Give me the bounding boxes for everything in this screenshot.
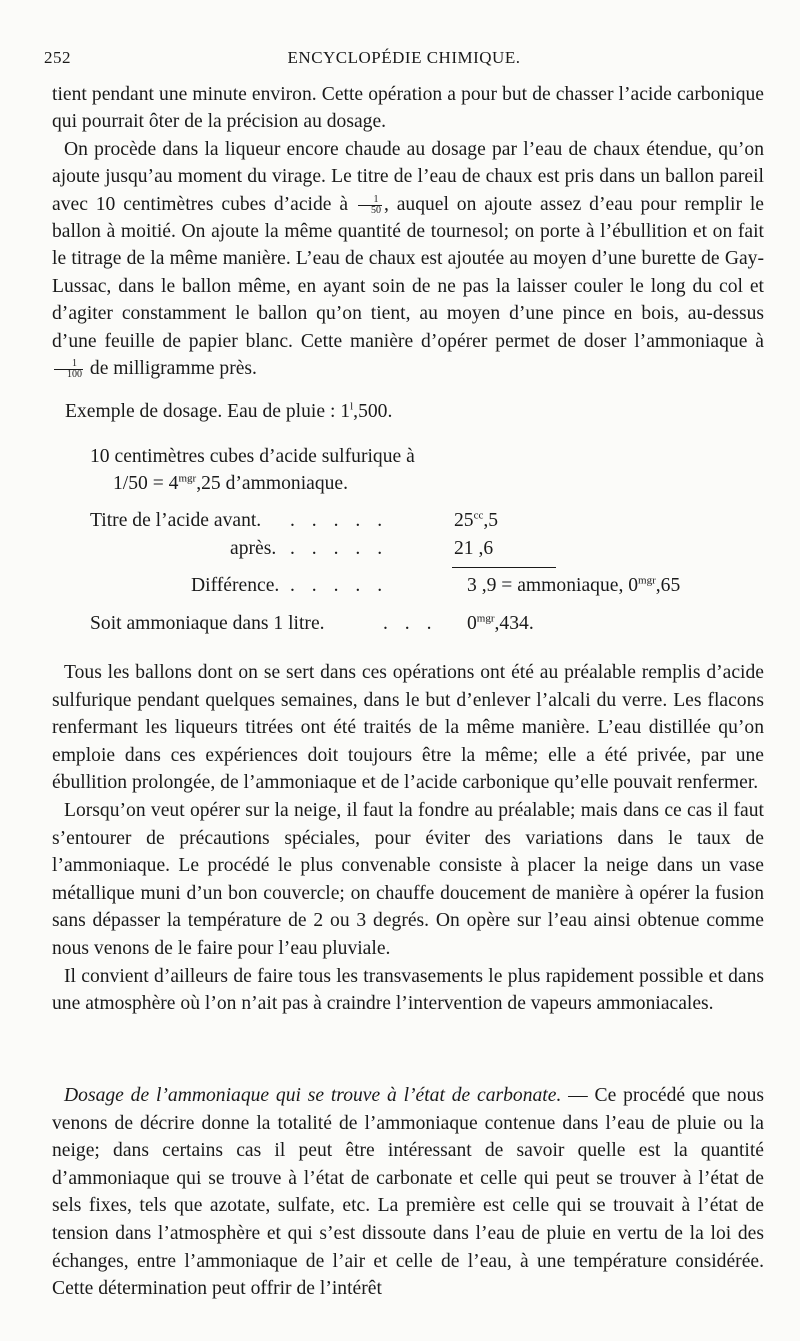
fraction-numerator: 1 — [358, 195, 382, 206]
paragraph-neige: Lorsqu’on veut opérer sur la neige, il faut la fondre au préalable; mais dans ce cas il faut s’entourer de précautions spéciales, pour éviter des variations dans le taux de l’ammoniaque. Le procédé le plus convenable consiste à placer la neige dans un vase métallique muni d’un bon couvercle; on chauffe doucement de manière à opérer la fusion sans dépasser la température de 2 ou 3 degrés. On opère sur l’eau ainsi obtenue comme nous venons de le faire pour l’eau pluviale. — [52, 799, 764, 959]
fraction-denominator: 100 — [67, 369, 82, 381]
body-bottom — [52, 1082, 764, 1303]
value-text: 0 — [467, 613, 477, 634]
unit-superscript: mgr — [178, 472, 197, 485]
soit-value — [467, 613, 534, 635]
paragraph-transvasements: Il convient d’ailleurs de faire tous les transvasements le plus rapidement possible et dans une atmosphère où l’on n’ait pas à craindre l’intervention de vapeurs ammoniacales. — [52, 965, 764, 1015]
paragraph-text: — Ce procédé que nous venons de décrire donne la totalité de l’ammoniaque contenue dans l’eau de pluie ou la neige; dans certains cas il peut être intéressant de savoir quelle est la quantité d’ammoniaque qui se trouve à l’état de carbonate et celle qui peut se trouver à l’état de sels fixes, tels que azotate, sulfate, etc. La première est celle qui se trouvait à l’état de tension dans l’atmosphère et qui s’est dissoute dans l’eau de pluie en vertu de la loi des échanges, entre l’ammoniaque de l’air et celle de l’eau, à une température considérée. Cette détermination peut offrir de l’intérêt — [52, 1085, 764, 1300]
unit-superscript: mgr — [476, 612, 495, 625]
running-title: ENCYCLOPÉDIE CHIMIQUE. — [287, 48, 521, 67]
titre-label: Titre de l’acide avant. — [90, 510, 262, 531]
paragraph-titration — [52, 136, 764, 383]
value-tail: ,5 — [483, 510, 499, 531]
unit-superscript: cc — [473, 509, 484, 522]
acid-line-1: 10 centimètres cubes d’acide sulfurique à — [90, 446, 415, 467]
fraction-numerator: 1 — [54, 359, 83, 370]
body-middle — [52, 659, 764, 1018]
leader-dots: . . . — [383, 613, 438, 634]
paragraph-continuation: tient pendant une minute environ. Cette opération a pour but de chasser l’acide carbonique qui pourrait ôter de la précision au dosage. — [52, 84, 764, 133]
unit-superscript: mgr — [638, 574, 656, 587]
leader-dots: . . . . . — [290, 510, 389, 531]
fraction-one-fiftieth — [358, 195, 382, 216]
leader-dots: . . . . . — [290, 538, 389, 559]
page-number: 252 — [44, 48, 71, 67]
acid-text-tail: ,25 d’ammoniaque. — [196, 473, 349, 494]
paragraph-text: On procède dans la liqueur encore chaude au dosage par l’eau de chaux étendue, qu’on ajoute jusqu’au moment du virage. Le titre de l’eau de chaux est pris dans un ballon pareil avec 10 centimètres cubes d’acide à — [52, 138, 764, 215]
unit-superscript: l — [350, 400, 354, 413]
leader-dots: . . . . . — [290, 575, 389, 596]
example-intro — [65, 401, 392, 423]
fraction-one-hundredth — [54, 359, 83, 380]
soit-label: Soit ammoniaque dans 1 litre. — [90, 613, 325, 634]
value-tail: ,434. — [494, 613, 534, 634]
value-tail: ,65 — [655, 575, 681, 596]
paragraph-text: , auquel on ajoute assez d’eau pour remplir le ballon à moitié. On ajoute la même quantité de tournesol; on porte à l’ébullition et on fait le titrage de la même manière. L’eau de chaux est ajoutée au moyen d’une burette de Gay-Lussac, dans le ballon même, en ayant soin de ne pas la laisser couler le long du col et d’agiter constamment le ballon qu’on tient, au moyen d’une pince en bois, au-dessus d’une feuille de papier blanc. Cette manière d’opérer permet de doser l’ammoniaque à — [52, 193, 764, 352]
example-intro-text: Exemple de dosage. Eau de pluie : 1 — [65, 401, 351, 422]
difference-label: Différence. — [191, 575, 280, 596]
value-text: 3 ,9 = ammoniaque, 0 — [467, 575, 639, 596]
paragraph-ballons: Tous les ballons dont on se sert dans ces opérations ont été au préalable remplis d’acide sulfurique pendant quelques semaines, dans le but d’enlever l’alcali du verre. Les flacons renfermant les liqueurs titrées ont été traités de la même manière. L’eau distillée qu’on emploie dans ces expériences doit toujours être la même; elle a été privée, par une ébullition prolongée, de l’ammoniaque et de l’acide carbonique qu’elle pouvait renfermer. — [52, 662, 764, 794]
acid-text: 1/50 = 4 — [113, 473, 179, 494]
example-intro-tail: ,500. — [353, 401, 393, 422]
body-top — [52, 81, 764, 382]
acid-line-2 — [113, 473, 348, 495]
subtraction-rule — [452, 567, 556, 568]
value-text: 25 — [454, 510, 474, 531]
fraction-denominator: 50 — [370, 204, 381, 216]
page-header — [44, 48, 764, 72]
titre-value — [454, 510, 498, 532]
apres-label: après. — [230, 538, 277, 559]
paragraph-text: de milligramme près. — [89, 358, 257, 380]
difference-value — [467, 575, 680, 597]
apres-value: 21 ,6 — [454, 538, 494, 559]
paragraph-carbonate — [52, 1082, 764, 1303]
section-heading: Dosage de l’ammoniaque qui se trouve à l’état de carbonate. — [64, 1085, 562, 1106]
